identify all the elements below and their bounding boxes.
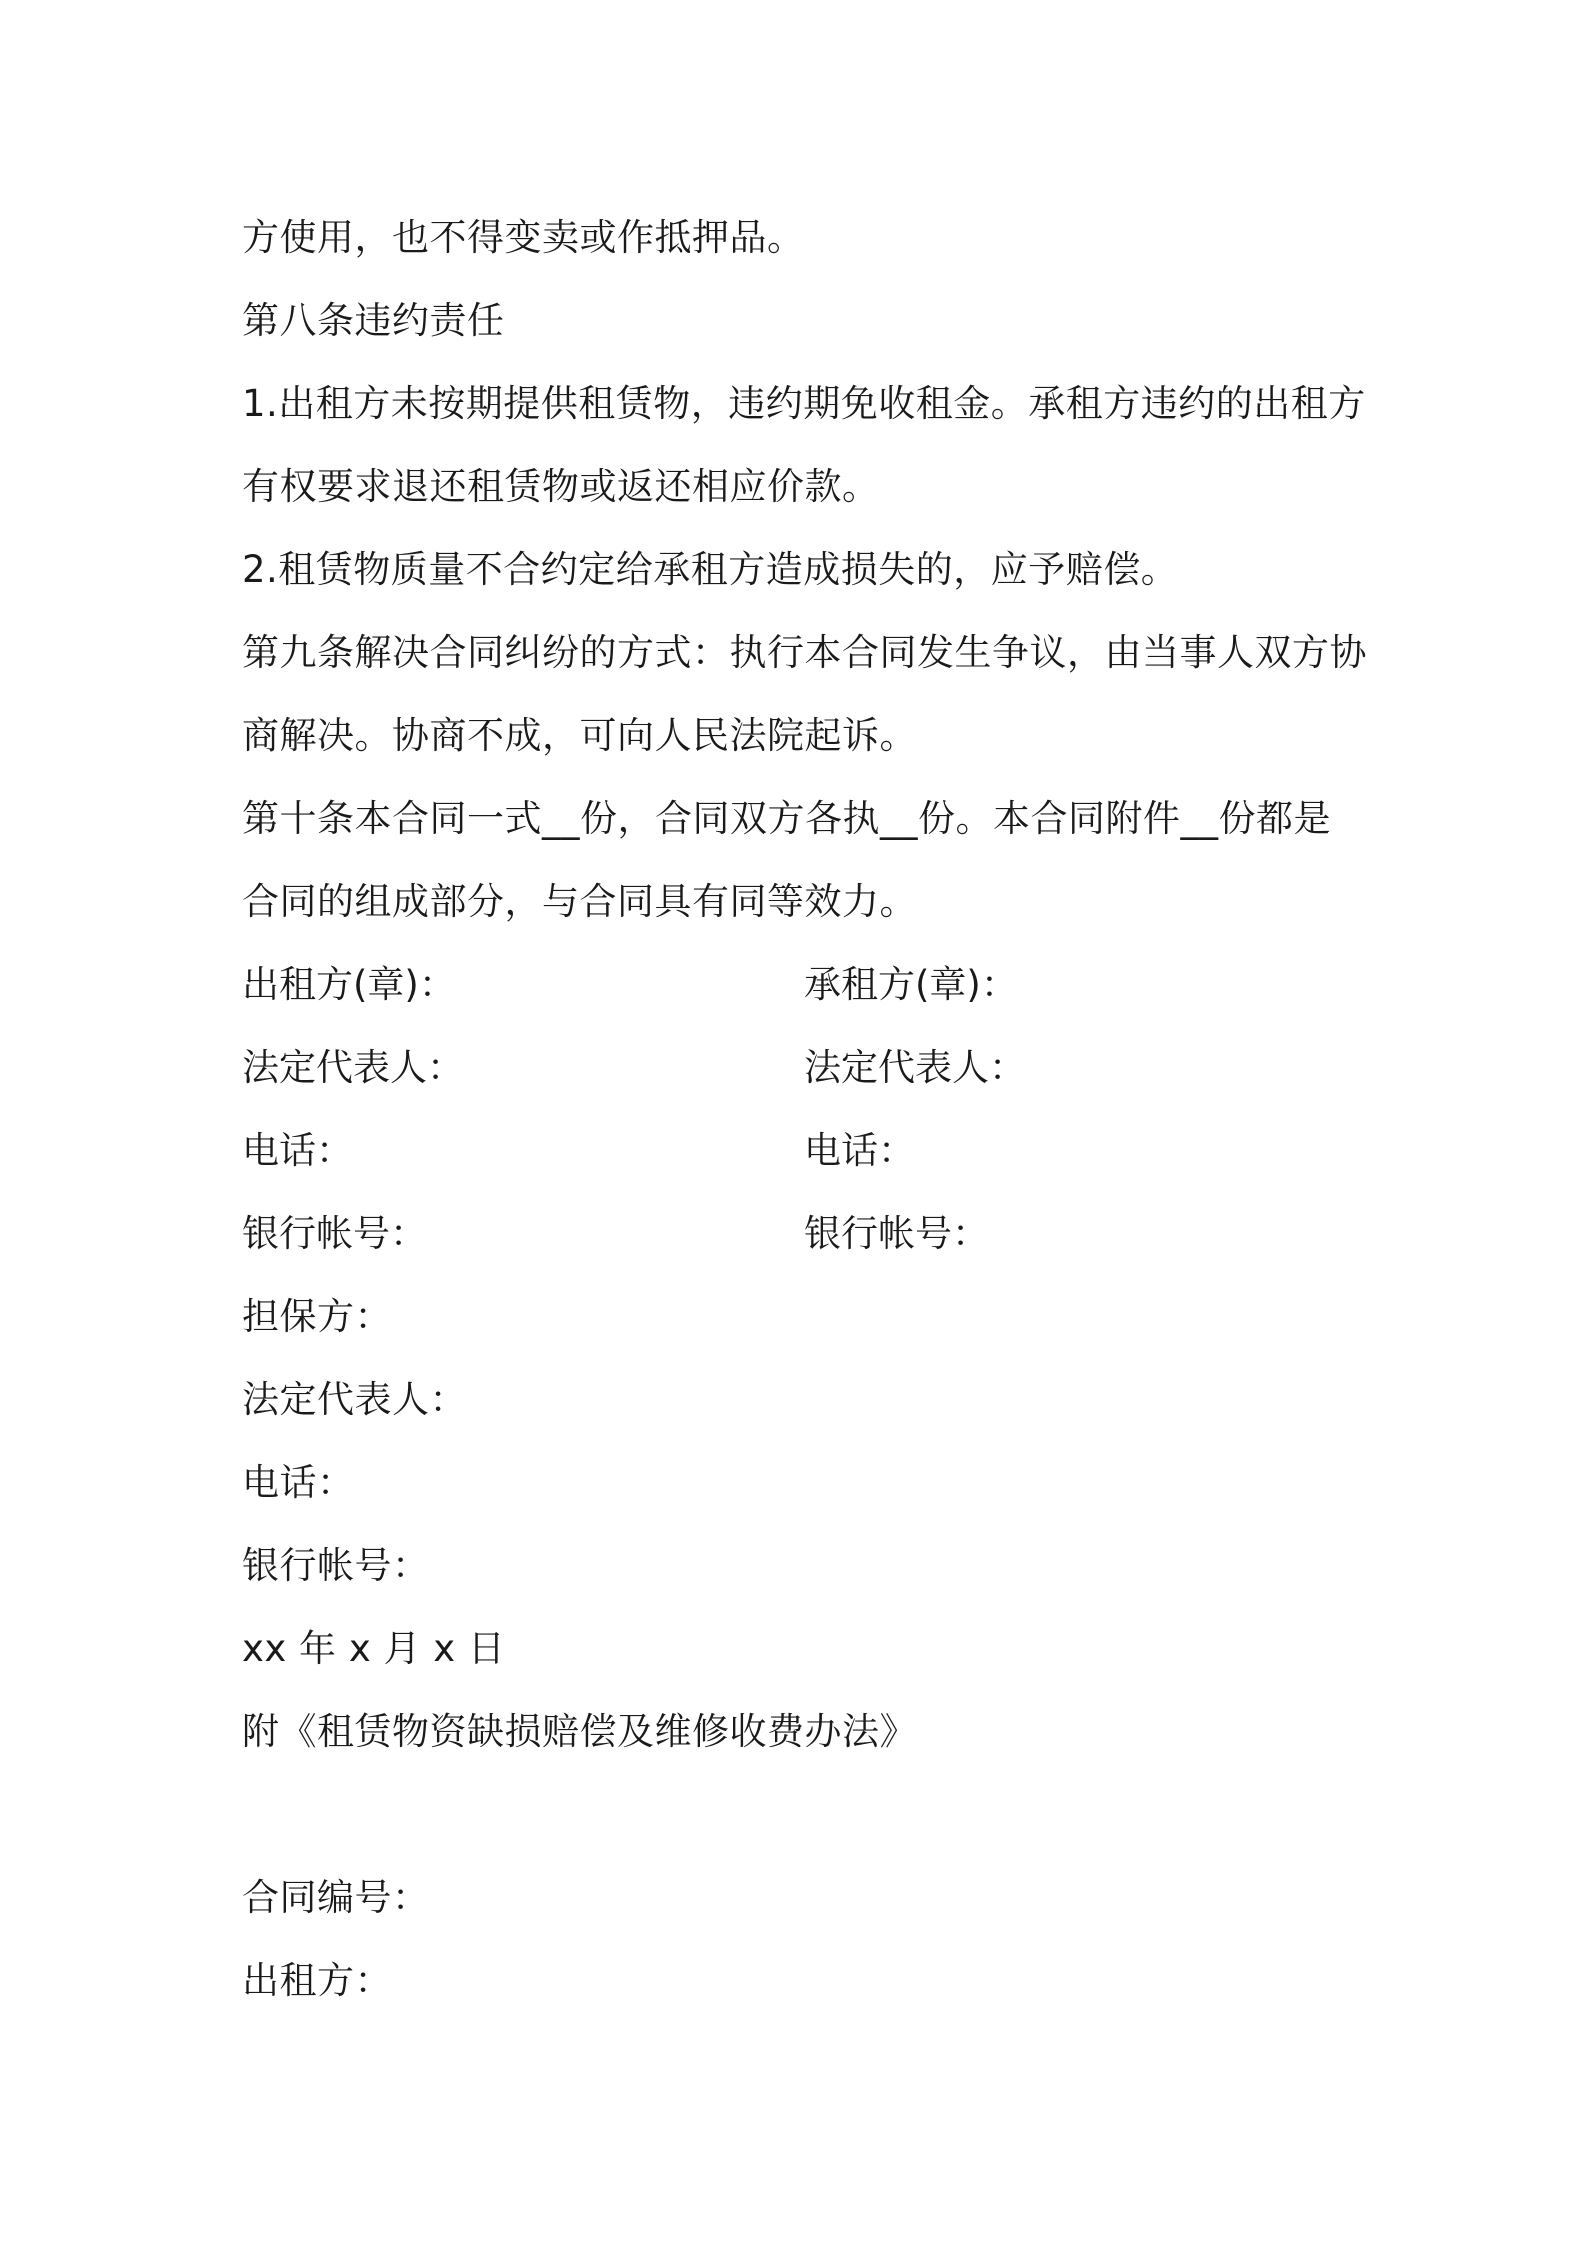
blank-spacer [242,1773,1362,1856]
signature-row [242,1109,1362,1192]
signature-row [242,943,1362,1026]
lessee-seal-label: 承租方(章)： [804,963,1018,1006]
paragraph-line: 方使用，也不得变卖或作抵押品。 [242,216,805,259]
lessor-phone-label: 电话： [242,1129,353,1172]
guarantor-phone-label: 电话： [242,1461,355,1504]
paragraph-line: 第十条本合同一式__份，合同双方各执__份。本合同附件__份都是 [242,797,1331,840]
paragraph-line: 商解决。协商不成，可向人民法院起诉。 [242,714,917,757]
guarantor-bank-account-label: 银行帐号： [242,1544,430,1587]
guarantor-representative-label: 法定代表人： [242,1378,467,1421]
lessor-representative-label: 法定代表人： [242,1046,464,1089]
date-line: xx 年 x 月 x 日 [242,1627,506,1670]
paragraph-line: 1.出租方未按期提供租赁物，违约期免收租金。承租方违约的出租方 [242,382,1366,425]
paragraph-line: 合同的组成部分，与合同具有同等效力。 [242,880,917,923]
lessor-seal-label: 出租方(章)： [242,963,456,1006]
paragraph-line: 第九条解决合同纠纷的方式：执行本合同发生争议，由当事人双方协 [242,631,1367,674]
lessee-phone-label: 电话： [804,1129,915,1172]
signature-row [242,1192,1362,1275]
guarantor-label: 担保方： [242,1295,392,1338]
lessee-representative-label: 法定代表人： [804,1046,1026,1089]
signature-row [242,1026,1362,1109]
section-heading-breach: 第八条违约责任 [242,299,505,342]
lessor-label: 出租方： [242,1959,392,2002]
paragraph-line: 2.租赁物质量不合约定给承租方造成损失的，应予赔偿。 [242,548,1179,591]
contract-number-label: 合同编号： [242,1876,430,1919]
paragraph-line: 有权要求退还租赁物或返还相应价款。 [242,465,880,508]
lessor-bank-account-label: 银行帐号： [242,1212,427,1255]
attachment-line: 附《租赁物资缺损赔偿及维修收费办法》 [242,1710,917,1753]
lessee-bank-account-label: 银行帐号： [804,1212,989,1255]
document-page [242,196,1367,2022]
